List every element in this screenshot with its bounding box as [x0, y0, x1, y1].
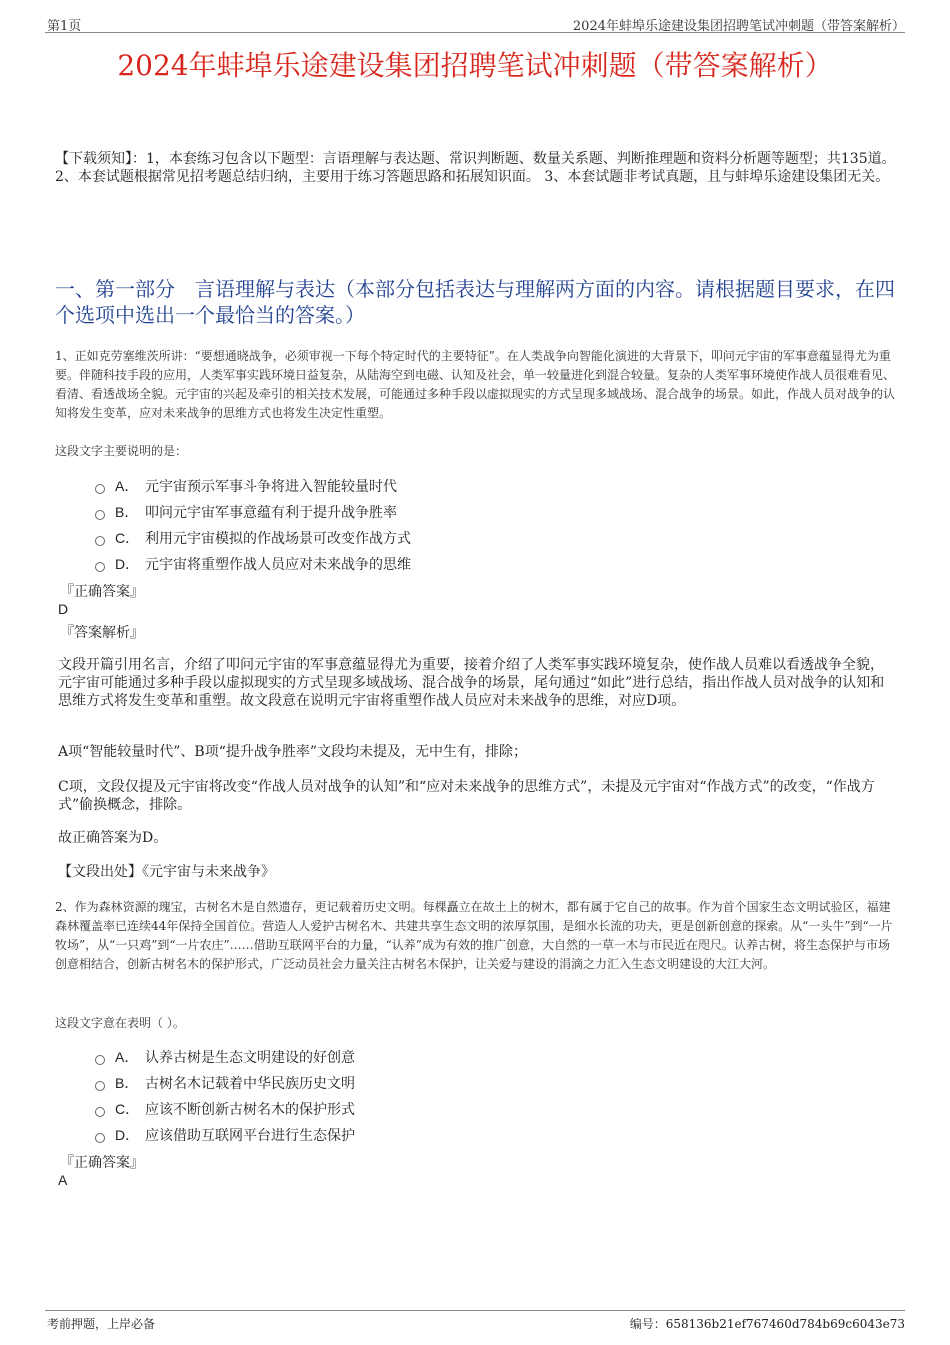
q1-option-b[interactable]: B． 叩问元宇宙军事意蕴有利于提升战争胜率	[95, 502, 397, 522]
q1-analysis-para-3: C项，文段仅提及元宇宙将改变“作战人员对战争的认知”和“应对未来战争的思维方式”，未提及元宇宙对“作战方式”的改变，“作战方式”偷换概念，排除。	[58, 779, 875, 813]
radio-icon[interactable]	[95, 1055, 105, 1065]
q1-option-c[interactable]: C． 利用元宇宙模拟的作战场景可改变作战方式	[95, 528, 411, 548]
q1-answer-label: 『正确答案』	[60, 584, 144, 600]
download-notice: 【下载须知】：1，本套练习包含以下题型：言语理解与表达题、常识判断题、数量关系题、判断推理题和资料分析题等题型；共135道。 2、本套试题根据常见招考题总结归纳，主要用于练习答题思路和拓展知识面。 3、本套试题非考试真题，且与蚌埠乐途建设集团无关。	[55, 151, 896, 185]
q2-option-c[interactable]: C． 应该不断创新古树名木的保护形式	[95, 1099, 355, 1119]
q2-answer-label: 『正确答案』	[60, 1155, 144, 1171]
footer-slogan: 考前押题，上岸必备	[47, 1317, 156, 1331]
q2-option-d[interactable]: D． 应该借助互联网平台进行生态保护	[95, 1125, 355, 1145]
q2-option-b[interactable]: B． 古树名木记载着中华民族历史文明	[95, 1073, 355, 1093]
q1-option-a[interactable]: A． 元宇宙预示军事斗争将进入智能较量时代	[95, 476, 397, 496]
q1-analysis-para-2: A项“智能较量时代”、B项“提升战争胜率”文段均未提及，无中生有，排除；	[58, 744, 528, 760]
radio-icon[interactable]	[95, 536, 105, 546]
q1-analysis-para-4: 故正确答案为D。	[58, 830, 168, 846]
page-number: 第1页	[47, 19, 82, 34]
q1-source: 【文段出处】《元宇宙与未来战争》	[58, 864, 275, 880]
question-2-text: 2、作为森林资源的瑰宝，古树名木是自然遗存，更记载着历史文明。每棵矗立在故土上的树木，都有属于它自己的故事。作为首个国家生态文明试验区，福建森林覆盖率已连续44年保持全国首位。营造人人爱护古树名木、共建共享生态文明的浓厚氛围，是细水长流的功夫，更是创新创意的探索。从“一头牛”到“一片牧场”，从“一只鸡”到“一片农庄”……借助互联网平台的力量，“认养”成为有效的推广创意，大自然的一草一木与市民近在咫尺。认养古树，将生态保护与市场创意相结合，创新古树名木的保护形式，广泛动员社会力量关注古树名木保护，让关爱与建设的涓滴之力汇入生态文明建设的大江大河。	[55, 900, 893, 971]
q1-analysis-para-1: 文段开篇引用名言，介绍了叩问元宇宙的军事意蕴显得尤为重要，接着介绍了人类军事实践环境复杂，使作战人员难以看透战争全貌，元宇宙可能通过多种手段以虚拟现实的方式呈现多域战场、混合战争的场景，尾句通过“如此”进行总结，指出作战人员对战争的认知和思维方式将发生变革和重塑。故文段意在说明元宇宙将重塑作战人员应对未来战争的思维，对应D项。	[58, 657, 885, 709]
q1-option-d[interactable]: D． 元宇宙将重塑作战人员应对未来战争的思维	[95, 554, 411, 574]
radio-icon[interactable]	[95, 510, 105, 520]
radio-icon[interactable]	[95, 484, 105, 494]
q2-option-a[interactable]: A． 认养古树是生态文明建设的好创意	[95, 1047, 355, 1067]
question-1-prompt: 这段文字主要说明的是：	[55, 444, 188, 458]
radio-icon[interactable]	[95, 1107, 105, 1117]
header-rule	[45, 32, 905, 33]
section-heading: 一、第一部分 言语理解与表达（本部分包括表达与理解两方面的内容。请根据题目要求，在四个选项中选出一个最恰当的答案。）	[55, 277, 895, 327]
question-2-prompt: 这段文字意在表明（ ）。	[55, 1016, 185, 1030]
document-title: 2024年蚌埠乐途建设集团招聘笔试冲刺题（带答案解析）	[117, 49, 833, 82]
question-1-text: 1、正如克劳塞维茨所讲：“要想通晓战争，必须审视一下每个特定时代的主要特征”。在人类战争向智能化演进的大背景下，叩问元宇宙的军事意蕴显得尤为重要。伴随科技手段的应用，人类军事实践环境日益复杂，从陆海空到电磁、认知及社会，单一较量进化到混合较量。复杂的人类军事环境使作战人员很难看见、看清、看透战场全貌。元宇宙的兴起及牵引的相关技术发展，可能通过多种手段以虚拟现实的方式呈现多域战场、混合战争的场景。如此，作战人员对战争的认知将发生变革，应对未来战争的思维方式也将发生决定性重塑。	[55, 349, 896, 420]
q1-analysis-label: 『答案解析』	[60, 625, 144, 641]
radio-icon[interactable]	[95, 562, 105, 572]
footer-doc-id: 编号：658136b21ef767460d784b69c6043e73	[629, 1317, 905, 1331]
q2-answer: A	[58, 1172, 68, 1188]
radio-icon[interactable]	[95, 1133, 105, 1143]
running-header: 2024年蚌埠乐途建设集团招聘笔试冲刺题（带答案解析）	[572, 19, 905, 34]
radio-icon[interactable]	[95, 1081, 105, 1091]
footer-rule	[45, 1310, 905, 1311]
q1-answer: D	[58, 601, 69, 617]
